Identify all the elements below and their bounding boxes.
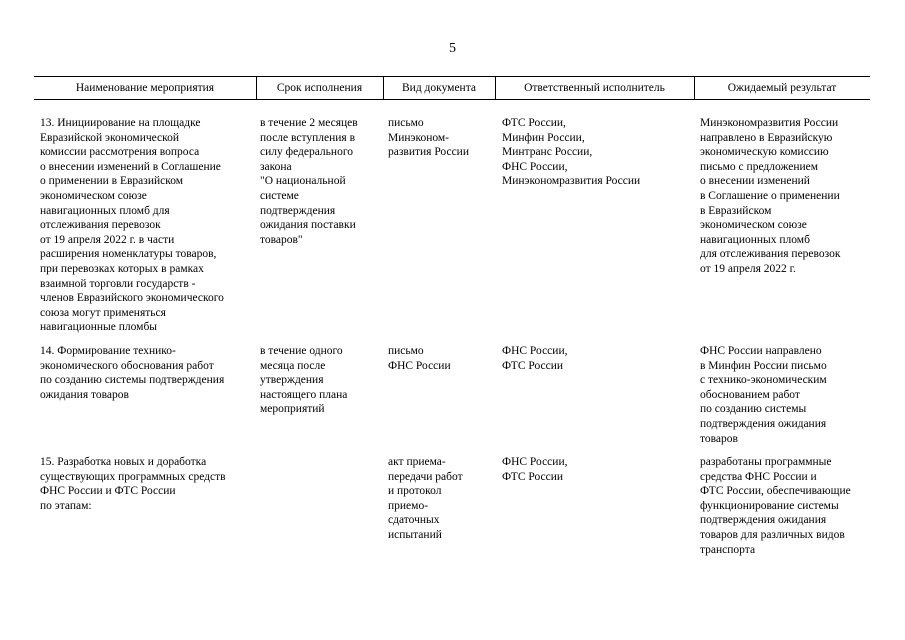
- cell-line: навигационные пломбы: [40, 321, 158, 334]
- cell-term: [260, 344, 347, 417]
- col-header-name: Наименование мероприятия: [75, 82, 215, 94]
- cell-line: ФТС России: [502, 359, 564, 372]
- cell-line: комиссии рассмотрения вопроса: [40, 146, 200, 159]
- cell-line: по созданию системы: [700, 403, 807, 416]
- table-header: [34, 76, 870, 100]
- cell-line: существующих программных средств: [40, 470, 226, 483]
- cell-result: [700, 344, 827, 446]
- cell-line: испытаний: [388, 528, 442, 541]
- col-header-term: Срок исполнения: [276, 82, 363, 94]
- cell-line: средства ФНС России и: [700, 470, 817, 483]
- cell-responsible: [502, 116, 640, 189]
- cell-line: и протокол: [388, 485, 442, 498]
- cell-line: при перевозках которых в рамках: [40, 262, 204, 275]
- cell-line: разработаны программные: [700, 456, 832, 468]
- cell-line: месяца после: [260, 359, 326, 372]
- cell-line: в течение 2 месяцев: [260, 117, 358, 129]
- cell-line: обоснованием работ: [700, 388, 800, 401]
- cell-line: силу федерального: [260, 146, 354, 159]
- cell-line: транспорта: [700, 543, 756, 556]
- cell-line: Минтранс России,: [502, 146, 593, 159]
- cell-line: Минэкономразвития России: [502, 175, 641, 188]
- col-header-result: Ожидаемый результат: [727, 82, 837, 94]
- cell-line: ФНС России направлено: [700, 345, 822, 357]
- cell-line: экономическую комиссию: [700, 146, 829, 159]
- cell-line: письмо с предложением: [700, 160, 819, 173]
- cell-line: о внесении изменений: [700, 175, 810, 188]
- cell-line: ФТС России,: [502, 117, 566, 129]
- cell-line: Минэконом-: [388, 131, 450, 144]
- cell-doc: [388, 116, 469, 160]
- cell-line: ФТС России, обеспечивающие: [700, 485, 851, 498]
- cell-line: навигационных пломб: [700, 233, 810, 246]
- cell-line: 13. Инициирование на площадке: [40, 117, 201, 129]
- cell-line: навигационных пломб для: [40, 204, 170, 217]
- cell-line: закона: [260, 160, 292, 173]
- cell-line: для отслеживания перевозок: [700, 248, 841, 261]
- cell-line: ФНС России,: [502, 456, 568, 468]
- cell-line: письмо: [388, 117, 424, 129]
- cell-line: подтверждения ожидания: [700, 514, 827, 527]
- cell-line: системе: [260, 189, 299, 202]
- cell-line: функционирование системы: [700, 499, 839, 512]
- cell-line: ФТС России: [502, 470, 564, 483]
- cell-term: [260, 116, 358, 247]
- cell-result: [700, 116, 840, 277]
- cell-line: отслеживания перевозок: [40, 219, 161, 232]
- cell-line: в Минфин России письмо: [700, 359, 827, 372]
- cell-line: ФНС России,: [502, 345, 568, 357]
- cell-line: Минфин России,: [502, 131, 585, 144]
- cell-line: по созданию системы подтверждения: [40, 374, 225, 387]
- cell-line: с технико-экономическим: [700, 374, 827, 387]
- cell-line: Евразийской экономической: [40, 131, 180, 144]
- cell-line: сдаточных: [388, 514, 440, 527]
- cell-line: о применении в Евразийском: [40, 175, 184, 188]
- cell-line: после вступления в: [260, 131, 356, 144]
- cell-line: подтверждения: [260, 204, 336, 217]
- page-number: 5: [449, 41, 456, 56]
- cell-line: товаров: [700, 432, 738, 445]
- cell-line: в Соглашение о применении: [700, 189, 840, 202]
- cell-line: передачи работ: [388, 470, 463, 483]
- cell-line: товаров": [260, 233, 303, 246]
- cell-line: экономическом союзе: [40, 189, 147, 202]
- cell-name: [40, 455, 226, 513]
- cell-line: утверждения: [260, 374, 324, 387]
- cell-line: акт приема-: [388, 456, 446, 468]
- cell-line: приемо-: [388, 499, 429, 512]
- cell-line: товаров для различных видов: [700, 528, 845, 541]
- col-header-doc: Вид документа: [402, 82, 476, 94]
- cell-line: о внесении изменений в Соглашение: [40, 160, 221, 173]
- cell-line: Минэкономразвития России: [700, 117, 839, 129]
- cell-line: взаимной торговли государств -: [40, 277, 196, 290]
- cell-responsible: [502, 455, 567, 484]
- cell-line: направлено в Евразийскую: [700, 131, 833, 144]
- cell-line: ожидания поставки: [260, 219, 356, 232]
- col-header-responsible: Ответственный исполнитель: [524, 82, 665, 94]
- cell-doc: [388, 455, 463, 543]
- cell-line: письмо: [388, 345, 424, 357]
- cell-line: в Евразийском: [700, 204, 772, 217]
- cell-line: настоящего плана: [260, 388, 348, 401]
- cell-line: членов Евразийского экономического: [40, 292, 224, 305]
- cell-line: 14. Формирование технико-: [40, 345, 176, 357]
- cell-line: ожидания товаров: [40, 388, 129, 401]
- cell-name: [40, 344, 224, 402]
- cell-line: ФНС России и ФТС России: [40, 485, 176, 498]
- cell-line: от 19 апреля 2022 г.: [700, 262, 796, 275]
- cell-line: по этапам:: [40, 499, 92, 512]
- cell-line: экономического обоснования работ: [40, 359, 214, 372]
- cell-line: союза могут применяться: [40, 306, 166, 319]
- cell-line: подтверждения ожидания: [700, 417, 827, 430]
- cell-line: 15. Разработка новых и доработка: [40, 456, 207, 468]
- cell-responsible: [502, 344, 567, 373]
- cell-line: экономическом союзе: [700, 219, 807, 232]
- cell-line: "О национальной: [260, 175, 346, 188]
- cell-line: от 19 апреля 2022 г. в части: [40, 233, 175, 246]
- cell-line: мероприятий: [260, 403, 325, 416]
- cell-name: [40, 116, 224, 335]
- cell-line: развития России: [388, 146, 469, 159]
- cell-line: расширения номенклатуры товаров,: [40, 248, 217, 261]
- cell-line: в течение одного: [260, 345, 343, 357]
- cell-result: [700, 455, 851, 557]
- cell-line: ФНС России,: [502, 160, 568, 173]
- cell-doc: [388, 344, 451, 373]
- cell-line: ФНС России: [388, 359, 451, 372]
